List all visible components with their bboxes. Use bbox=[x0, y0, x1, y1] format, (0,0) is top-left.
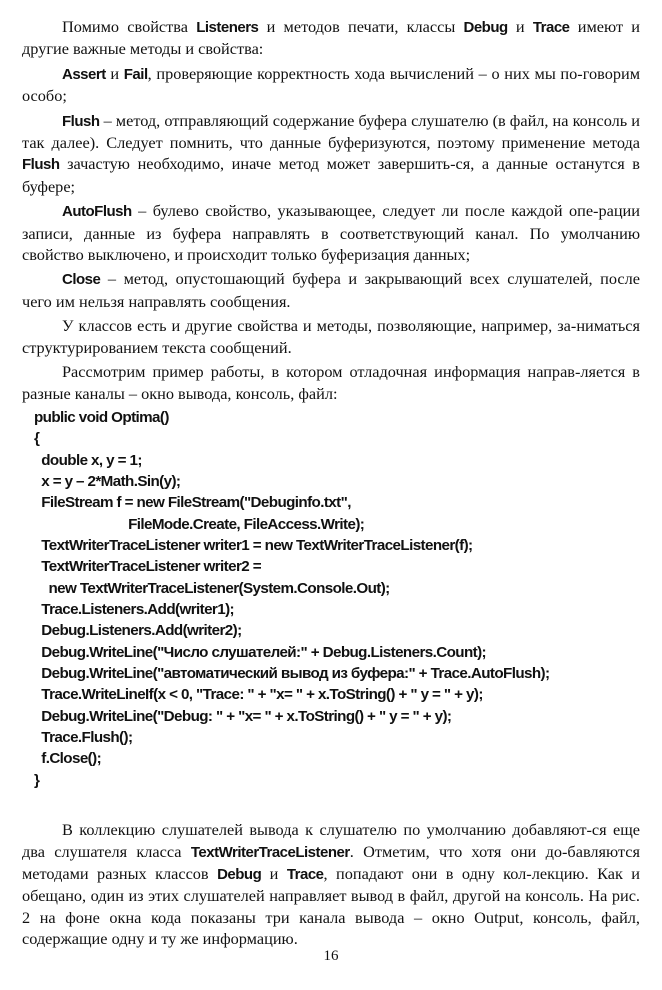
term-debug: Debug bbox=[463, 19, 508, 36]
paragraph-intro: Помимо свойства Listeners и методов печати, классы Debug и Trace имеют и другие важные методы и свойства: bbox=[22, 17, 640, 59]
term-assert: Assert bbox=[62, 65, 106, 83]
term-flush: Flush bbox=[62, 112, 100, 130]
term-fail: Fail bbox=[123, 65, 148, 83]
term-trace-closing: Trace bbox=[286, 865, 324, 883]
term-close: Close bbox=[62, 271, 101, 289]
code-line: FileStream f = new FileStream("Debuginfo.txt", bbox=[34, 494, 351, 512]
code-line: public void Optima() bbox=[34, 408, 169, 426]
term-flush-inline: Flush bbox=[22, 156, 60, 174]
term-trace: Trace bbox=[532, 19, 570, 36]
paragraph-autoflush: AutoFlush – булево свойство, указывающее, следует ли после каждой опе-рации записи, данные из буфера направлять в соответствующий канал. По умолчанию свойство выключено, и происходит только буферизация данных; bbox=[22, 201, 640, 265]
paragraph-assert-fail: Assert и Fail, проверяющие корректность хода вычислений – о них мы по-говорим особо; bbox=[22, 63, 640, 106]
paragraph-example-intro: Рассмотрим пример работы, в котором отладочная информация направ-ляется в разные каналы – окно вывода, консоль, файл: bbox=[22, 362, 640, 403]
code-line: } bbox=[34, 771, 40, 789]
code-line: new TextWriterTraceListener(System.Console.Out); bbox=[34, 579, 390, 597]
code-line: double x, y = 1; bbox=[34, 451, 142, 469]
code-line: Trace.WriteLineIf(x < 0, "Trace: " + "x= " + x.ToString() + " y = " + y); bbox=[34, 686, 483, 704]
code-line: f.Close(); bbox=[34, 750, 102, 768]
paragraph-flush: Flush – метод, отправляющий содержание буфера слушателю (в файл, на консоль и так далее). Следует помнить, что данные буферизуются, поэтому применение метода Flush зачастую необходимо, иначе метод может завершить-ся, а данные останутся в буфере; bbox=[22, 110, 640, 196]
code-line: Trace.Listeners.Add(writer1); bbox=[34, 601, 234, 618]
term-autoflush: AutoFlush bbox=[62, 203, 132, 221]
code-line: x = y – 2*Math.Sin(y); bbox=[34, 472, 181, 490]
code-line: { bbox=[34, 430, 40, 448]
code-line: Debug.Listeners.Add(writer2); bbox=[34, 622, 242, 640]
code-line: TextWriterTraceListener writer1 = new TextWriterTraceListener(f); bbox=[34, 536, 473, 554]
code-line: FileMode.Create, FileAccess.Write); bbox=[34, 515, 365, 533]
code-line: TextWriterTraceListener writer2 = bbox=[34, 558, 262, 576]
code-listing bbox=[22, 407, 640, 791]
code-line: Debug.WriteLine("Число слушателей:" + Debug.Listeners.Count); bbox=[34, 643, 486, 661]
code-line: Debug.WriteLine("Debug: " + "x= " + x.ToString() + " y = " + y); bbox=[34, 707, 452, 725]
paragraph-other-members: У классов есть и другие свойства и методы, позволяющие, например, за-ниматься структурированием текста сообщений. bbox=[22, 316, 640, 357]
page-number: 16 bbox=[323, 948, 339, 964]
paragraph-close: Close – метод, опустошающий буфера и закрывающий всех слушателей, после чего им нельзя направлять сообщения. bbox=[22, 269, 640, 311]
code-line: Debug.WriteLine("автоматический вывод из буфера:" + Trace.AutoFlush); bbox=[34, 665, 550, 683]
term-debug-closing: Debug bbox=[217, 865, 262, 883]
code-line: Trace.Flush(); bbox=[34, 729, 133, 747]
term-listeners: Listeners bbox=[196, 19, 259, 36]
term-textwritertracelistener: TextWriterTraceListener bbox=[190, 843, 350, 861]
paragraph-closing: В коллекцию слушателей вывода к слушателю по умолчанию добавляют-ся еще два слушателя класса TextWriterTraceListener. Отметим, что хотя они до-бавляются методами разных классов Debug и Trace, попадают они в одну кол-лекцию. Как и обещано, один из этих слушателей направляет вывод в файл, другой на консоль. На рис. 2 на фоне окна кода показаны три канала вывода – окно Output, консоль, файл, содержащие одну и ту же информацию. bbox=[22, 820, 641, 949]
